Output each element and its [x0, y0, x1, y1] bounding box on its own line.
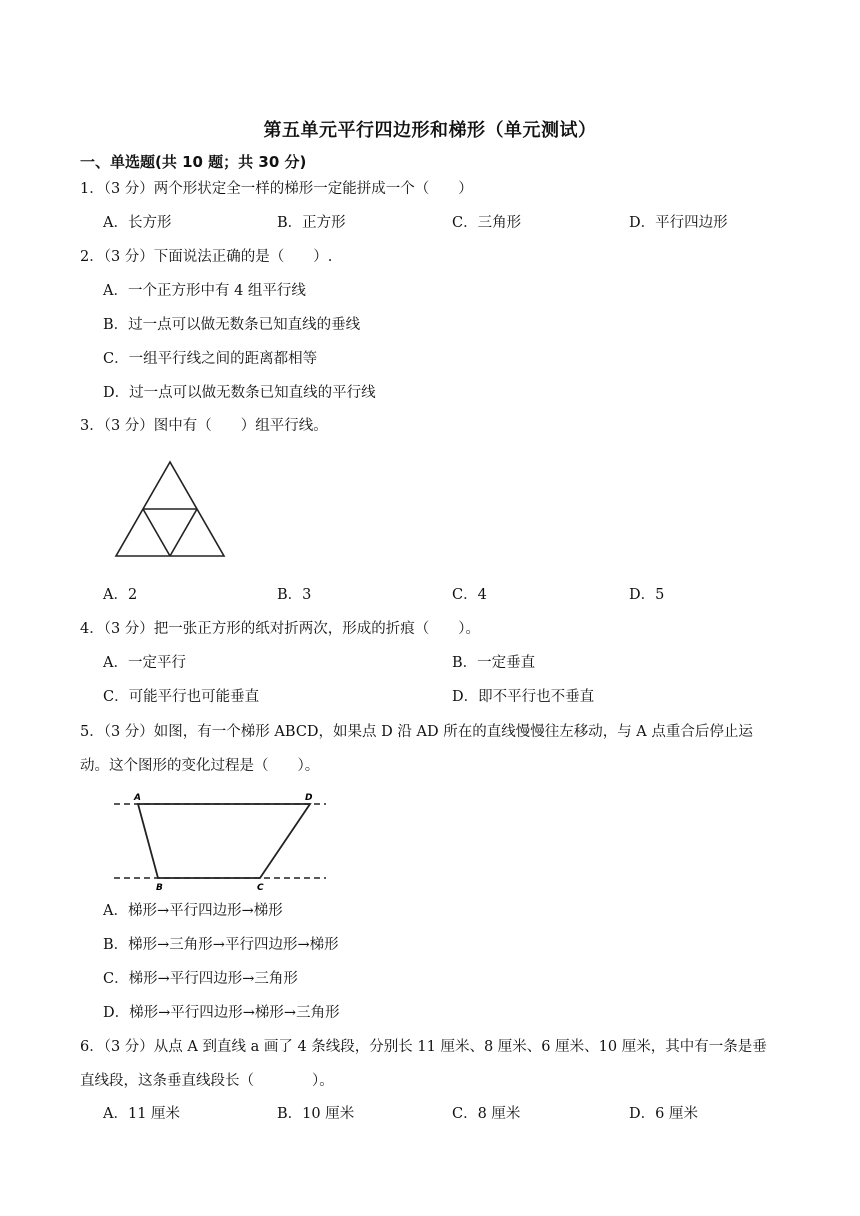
trapezoid-abcd — [138, 804, 310, 878]
question-2-option-b[interactable]: B．过一点可以做无数条已知直线的垂线 — [103, 317, 361, 333]
question-3-option-d[interactable]: D．5 — [629, 587, 665, 603]
question-2-stem: 2．（3 分）下面说法正确的是（ ）. — [80, 249, 333, 265]
question-5-stem-line-2: 动。这个图形的变化过程是（ ）。 — [80, 758, 320, 774]
question-6-stem-line-2: 直线段，这条垂直线段长（ ）。 — [80, 1073, 334, 1089]
question-1-option-c[interactable]: C．三角形 — [452, 215, 522, 231]
question-4-options-row-1 — [103, 653, 763, 673]
mid-line-left — [143, 509, 170, 556]
question-3-options — [103, 585, 763, 605]
question-6-options — [103, 1104, 763, 1124]
question-6-option-b[interactable]: B．10 厘米 — [277, 1106, 355, 1122]
question-3-triangle-figure — [112, 460, 228, 560]
question-1-stem: 1．（3 分）两个形状定全一样的梯形一定能拼成一个（ ） — [80, 181, 473, 197]
question-4-stem: 4．（3 分）把一张正方形的纸对折两次，形成的折痕（ ）。 — [80, 621, 481, 637]
question-4-option-d[interactable]: D．即不平行也不垂直 — [452, 689, 595, 705]
question-3-option-b[interactable]: B．3 — [277, 587, 312, 603]
question-6-option-d[interactable]: D．6 厘米 — [629, 1106, 698, 1122]
question-3-stem: 3．（3 分）图中有（ ）组平行线。 — [80, 418, 328, 434]
question-6-stem-line-1: 6．（3 分）从点 A 到直线 a 画了 4 条线段，分别长 11 厘米、8 厘米、6 厘米、10 厘米，其中有一条是垂 — [80, 1039, 767, 1055]
question-4-option-a[interactable]: A．一定平行 — [103, 655, 186, 671]
label-d: D — [305, 793, 313, 803]
question-4-option-c[interactable]: C．可能平行也可能垂直 — [103, 689, 260, 705]
question-6-option-a[interactable]: A．11 厘米 — [103, 1106, 181, 1122]
question-1-options — [103, 213, 763, 233]
question-1-option-b[interactable]: B．正方形 — [277, 215, 346, 231]
question-5-trapezoid-figure — [112, 790, 328, 894]
label-b: B — [156, 883, 163, 893]
question-2-option-a[interactable]: A．一个正方形中有 4 组平行线 — [103, 283, 306, 299]
question-5-option-b[interactable]: B．梯形→三角形→平行四边形→梯形 — [103, 937, 339, 953]
label-c: C — [257, 883, 264, 893]
question-5-option-a[interactable]: A．梯形→平行四边形→梯形 — [103, 903, 283, 919]
page-title: 第五单元平行四边形和梯形（单元测试） — [263, 120, 597, 141]
question-6-option-c[interactable]: C．8 厘米 — [452, 1106, 521, 1122]
question-3-option-a[interactable]: A．2 — [103, 587, 138, 603]
question-3-option-c[interactable]: C．4 — [452, 587, 487, 603]
label-a: A — [134, 793, 141, 803]
section-heading: 一、单选题(共 10 题；共 30 分) — [80, 153, 307, 171]
question-4-option-b[interactable]: B．一定垂直 — [452, 655, 536, 671]
question-4-options-row-2 — [103, 687, 763, 707]
question-5-option-d[interactable]: D．梯形→平行四边形→梯形→三角形 — [103, 1005, 340, 1021]
question-1-option-d[interactable]: D．平行四边形 — [629, 215, 728, 231]
mid-line-right — [170, 509, 197, 556]
question-5-option-c[interactable]: C．梯形→平行四边形→三角形 — [103, 971, 298, 987]
question-5-stem-line-1: 5．（3 分）如图，有一个梯形 ABCD，如果点 D 沿 AD 所在的直线慢慢往左移动，与 A 点重合后停止运 — [80, 724, 753, 740]
question-2-option-c[interactable]: C．一组平行线之间的距离都相等 — [103, 351, 318, 367]
question-1-option-a[interactable]: A．长方形 — [103, 215, 172, 231]
question-2-option-d[interactable]: D．过一点可以做无数条已知直线的平行线 — [103, 385, 376, 401]
